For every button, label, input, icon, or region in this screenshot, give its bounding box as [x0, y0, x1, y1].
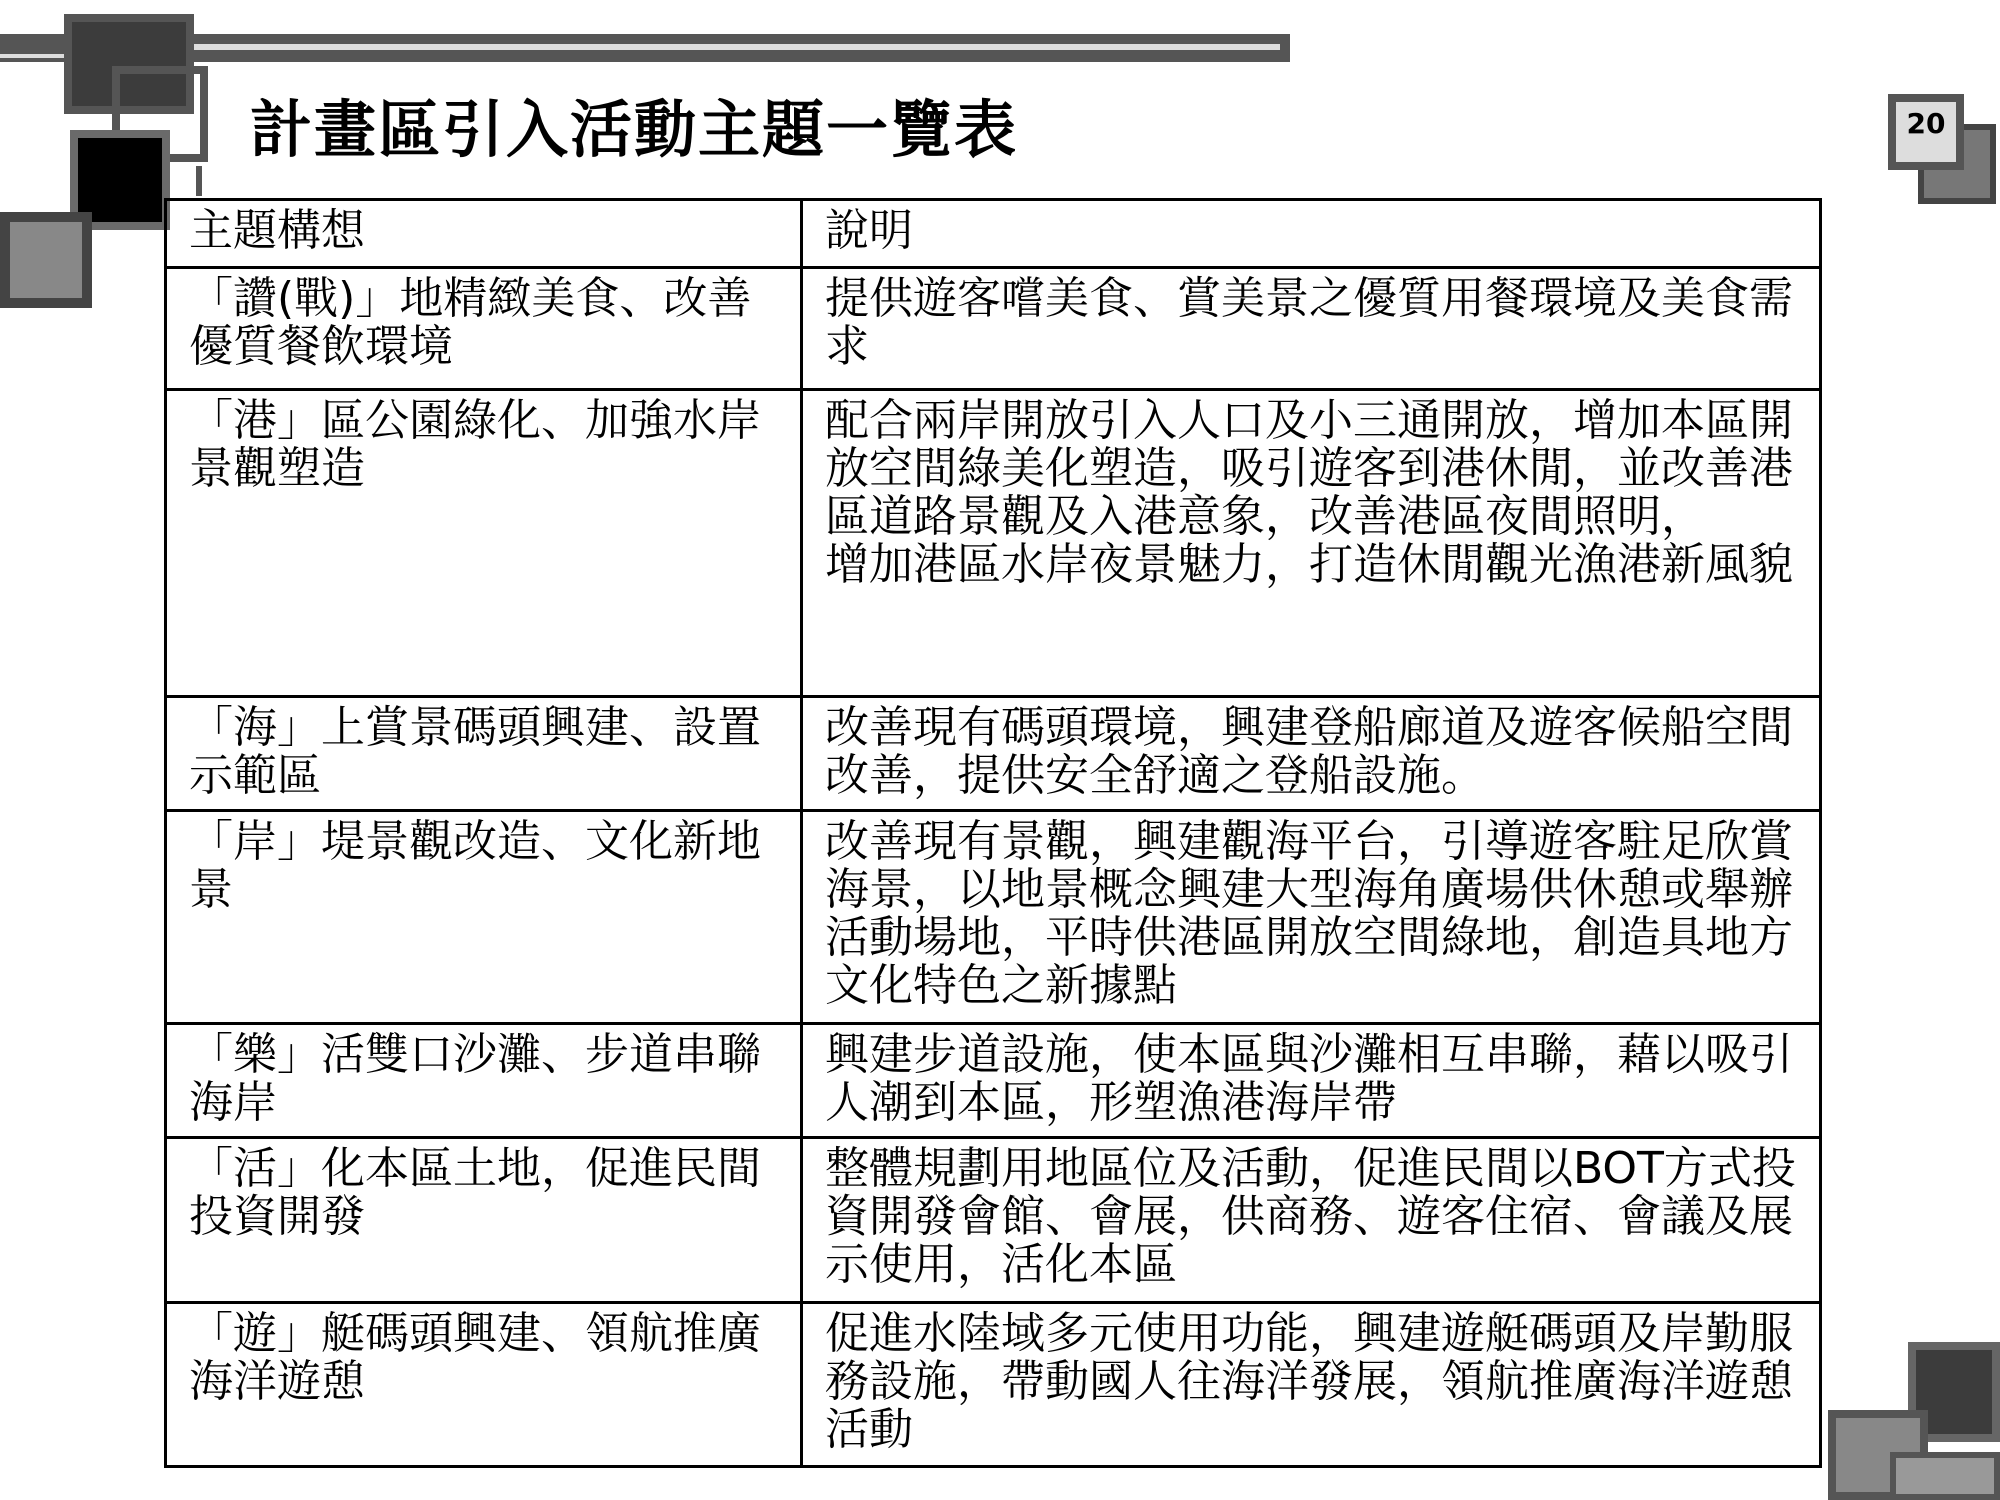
theme-concept-cell: 「遊」艇碼頭興建、領航推廣海洋遊憩	[166, 1302, 802, 1466]
table-row	[166, 697, 1821, 811]
description-cell	[802, 1302, 1821, 1466]
table-row	[166, 811, 1821, 1024]
table-row	[166, 268, 1821, 390]
description-text: 改善現有景觀，興建觀海平台，引導遊客駐足欣賞海景，以地景概念興建大型海角廣場供休憩或舉辦活動場地，平時供港區開放空間綠地，創造具地方文化特色之新據點	[825, 816, 1793, 1012]
header-theme-concept: 主題構想	[166, 200, 802, 268]
description-cell	[802, 1023, 1821, 1137]
decor-title-divider	[196, 166, 202, 196]
description-text: 整體規劃用地區位及活動，促進民間以BOT方式投資開發會館、會展，供商務、遊客住宿、會議及展示使用，活化本區	[825, 1143, 1796, 1291]
description-text: 增加港區水岸夜景魅力，打造休閒觀光漁港新風貌	[825, 539, 1793, 591]
table-row	[166, 1302, 1821, 1466]
table-header-row	[166, 200, 1821, 268]
theme-concept-cell: 「港」區公園綠化、加強水岸景觀塑造	[166, 390, 802, 697]
header-description: 說明	[802, 200, 1821, 268]
theme-concept-cell: 「海」上賞景碼頭興建、設置示範區	[166, 697, 802, 811]
theme-concept-cell: 「樂」活雙口沙灘、步道串聯海岸	[166, 1023, 802, 1137]
themes-table	[164, 198, 1822, 1468]
page-number: 20	[1906, 107, 1946, 140]
description-text: 興建步道設施，使本區與沙灘相互串聯，藉以吸引人潮到本區，形塑漁港海岸帶	[825, 1028, 1793, 1128]
description-cell	[802, 697, 1821, 811]
description-cell	[802, 1138, 1821, 1302]
decor-top-bar-inner-line	[150, 44, 1280, 50]
description-text: 配合兩岸開放引入人口及小三通開放，增加本區開放空間綠美化塑造，吸引遊客到港休閒，並改善港區道路景觀及入港意象，改善港區夜間照明，	[825, 395, 1793, 543]
description-cell	[802, 268, 1821, 390]
table-row	[166, 390, 1821, 697]
description-cell	[802, 390, 1821, 697]
page-title: 計畫區引入活動主題一覽表	[250, 93, 1019, 166]
theme-concept-cell: 「岸」堤景觀改造、文化新地景	[166, 811, 802, 1024]
theme-concept-cell: 「活」化本區土地，促進民間投資開發	[166, 1138, 802, 1302]
description-text: 提供遊客嚐美食、賞美景之優質用餐環境及美食需求	[825, 273, 1793, 373]
description-text: 促進水陸域多元使用功能，興建遊艇碼頭及岸勤服務設施，帶動國人往海洋發展，領航推廣海洋遊憩活動	[825, 1307, 1793, 1455]
description-cell	[802, 811, 1821, 1024]
theme-concept-cell: 「讚(戰)」地精緻美食、改善優質餐飲環境	[166, 268, 802, 390]
decor-square-bottom-right-light	[1890, 1452, 2000, 1500]
table-row	[166, 1138, 1821, 1302]
decor-square-gray-left	[0, 212, 92, 308]
table-row	[166, 1023, 1821, 1137]
description-text: 改善現有碼頭環境，興建登船廊道及遊客候船空間改善，提供安全舒適之登船設施。	[825, 702, 1793, 802]
